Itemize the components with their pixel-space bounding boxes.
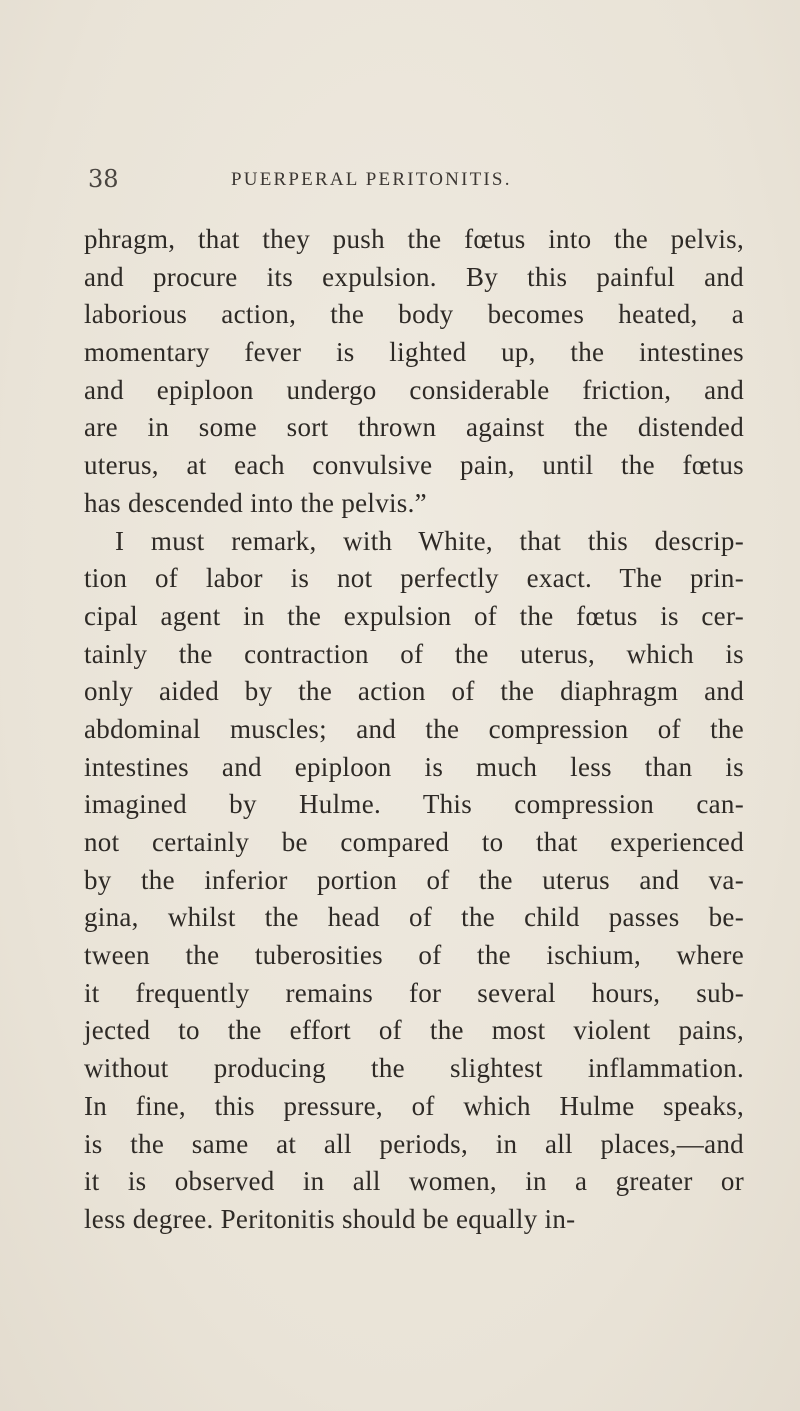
text-line: less degree. Peritonitis should be equally in- bbox=[84, 1203, 576, 1234]
text-line: In fine, this pressure, of which Hulme speaks, bbox=[84, 1090, 744, 1121]
text-line: momentary fever is lighted up, the intestines bbox=[84, 337, 744, 368]
text-line: intestines and epiploon is much less than is bbox=[84, 751, 744, 782]
text-line: are in some sort thrown against the distended bbox=[84, 412, 744, 443]
text-line: laborious action, the body becomes heated, a bbox=[84, 299, 744, 330]
running-head: PUERPERAL PERITONITIS. bbox=[231, 169, 512, 190]
text-line: by the inferior portion of the uterus and va- bbox=[84, 864, 744, 895]
text-line: it is observed in all women, in a greater or bbox=[84, 1166, 744, 1197]
text-line: jected to the effort of the most violent pains, bbox=[84, 1015, 744, 1046]
body-text bbox=[84, 221, 744, 1239]
text-line: has descended into the pelvis.” bbox=[84, 487, 427, 518]
text-line: uterus, at each convulsive pain, until the fœtus bbox=[84, 450, 744, 481]
text-line: is the same at all periods, in all places,—and bbox=[84, 1128, 744, 1159]
text-line: tainly the contraction of the uterus, which is bbox=[84, 638, 744, 669]
page-header bbox=[0, 164, 800, 194]
page-number: 38 bbox=[88, 165, 119, 193]
text-line: tween the tuberosities of the ischium, where bbox=[84, 940, 744, 971]
text-line: abdominal muscles; and the compression of the bbox=[84, 713, 744, 744]
text-line: tion of labor is not perfectly exact. The prin- bbox=[84, 563, 744, 594]
text-line: only aided by the action of the diaphragm and bbox=[84, 676, 744, 707]
text-line: it frequently remains for several hours, sub- bbox=[84, 977, 744, 1008]
text-line: gina, whilst the head of the child passes be- bbox=[84, 902, 744, 933]
text-line: phragm, that they push the fœtus into the pelvis, bbox=[84, 224, 744, 254]
text-line: and epiploon undergo considerable friction, and bbox=[84, 374, 744, 405]
text-line: without producing the slightest inflammation. bbox=[84, 1053, 744, 1084]
text-line: imagined by Hulme. This compression can- bbox=[84, 789, 744, 820]
text-line: not certainly be compared to that experienced bbox=[84, 827, 744, 857]
text-line: cipal agent in the expulsion of the fœtus is cer- bbox=[84, 600, 744, 631]
text-line: and procure its expulsion. By this painful and bbox=[84, 261, 744, 292]
text-line: I must remark, with White, that this descrip- bbox=[115, 525, 744, 556]
